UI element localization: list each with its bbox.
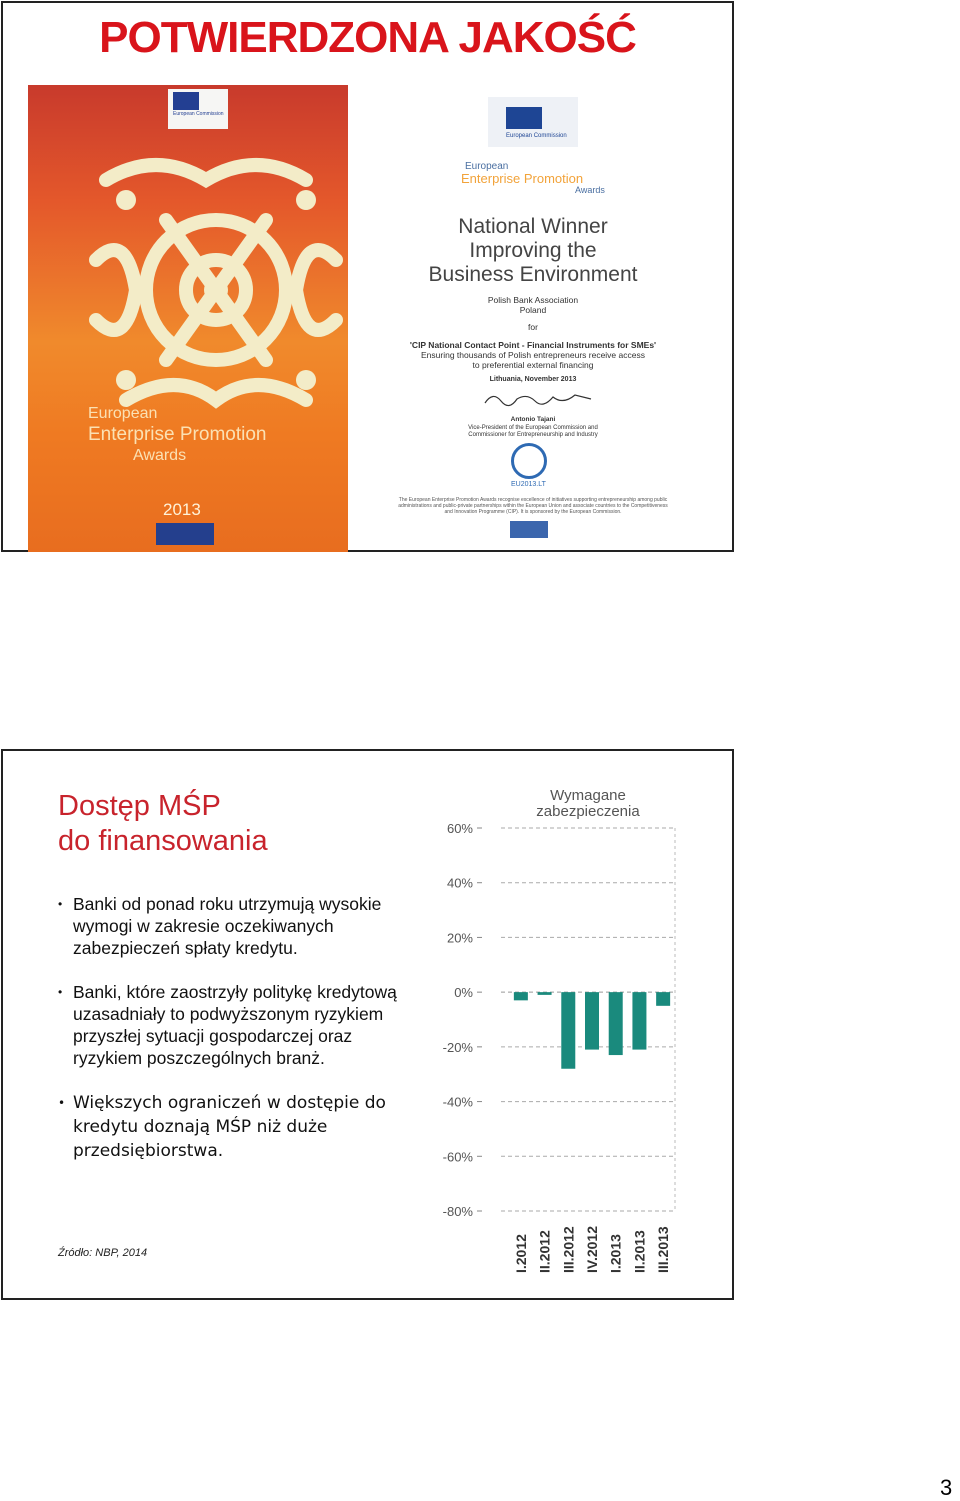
bullet-item: • Banki, które zaostrzyły politykę kredytową uzasadniały to podwyższonym ryzykiem przyszłej sytuacji gospodarczej oraz ryzykiem poszczególnych branż. (58, 981, 398, 1069)
x-tick-label: I.2012 (512, 1234, 529, 1273)
ec-logo (168, 89, 228, 129)
recipient-line2: Poland (519, 305, 547, 315)
chart-title-line2: zabezpieczenia (536, 803, 640, 820)
certificate-footer: The European Enterprise Promotion Awards recognise excellence of initiatives supporting entrepreneurship among public administrations and public-private partnerships within the European Union and associate countries to the Competitiveness and Innovation Programme (CIP). It is sponsored by the European Commission. (398, 497, 668, 515)
eu2013-label: EU2013.LT (511, 481, 546, 488)
eu-flag-icon (156, 523, 214, 545)
bar-chart (433, 781, 683, 1281)
signature-icon (483, 389, 593, 409)
signatory-name: Antonio Tajani (510, 416, 556, 423)
x-tick-label: II.2013 (631, 1230, 648, 1273)
bar (656, 992, 670, 1006)
eu-flag-icon (173, 92, 199, 110)
y-tick-label: -40% (442, 1094, 473, 1110)
x-tick-label: III.2012 (560, 1226, 577, 1273)
for-label: for (528, 322, 538, 332)
heading-line2: Improving the (469, 239, 597, 262)
brochure-year: 2013 (163, 500, 201, 519)
y-tick-label: 40% (446, 875, 473, 891)
eepa-org-line1: European (465, 161, 509, 172)
y-tick-label: -80% (442, 1204, 473, 1219)
brochure-title-line2: Enterprise Promotion (88, 424, 267, 445)
ec-logo-text: European Commission (173, 111, 224, 117)
heading-line1: National Winner (458, 215, 608, 238)
eepa-org-line3: Awards (575, 185, 605, 195)
x-tick-label: IV.2012 (584, 1226, 600, 1273)
bar (609, 992, 623, 1055)
brochure-photo (28, 85, 348, 552)
x-tick-label: III.2013 (655, 1226, 672, 1273)
page-number: 3 (940, 1475, 953, 1500)
project-line3: to preferential external financing (472, 360, 594, 370)
bar (538, 992, 552, 995)
y-tick-label: -60% (442, 1149, 473, 1165)
project-line2: Ensuring thousands of Polish entrepreneurs receive access (421, 350, 645, 360)
eu-flag-icon (510, 521, 548, 538)
place-date: Lithuania, November 2013 (489, 376, 577, 383)
bar (632, 992, 646, 1049)
bullet-item: • Banki od ponad roku utrzymują wysokie wymogi w zakresie oczekiwanych zabezpieczeń spłaty kredytu. (58, 893, 398, 959)
chart-title-line1: Wymagane (550, 787, 626, 804)
award-certificate (393, 93, 673, 543)
eu-flag-icon (506, 107, 542, 129)
bullet-list (58, 893, 398, 1185)
y-tick-label: 60% (446, 821, 473, 836)
title-line1: Dostęp MŚP (58, 790, 221, 822)
slide-title: POTWIERDZONA JAKOŚĆ (99, 13, 636, 62)
brochure-title (88, 403, 266, 466)
y-tick-label: -20% (442, 1039, 473, 1055)
ec-logo-text: European Commission (506, 133, 567, 139)
ec-logo (488, 97, 578, 147)
bar (514, 992, 528, 1000)
eepa-org-line2: Enterprise Promotion (461, 171, 584, 186)
brochure-title-line3: Awards (133, 447, 187, 464)
signatory-role1: Vice-President of the European Commission and (468, 425, 598, 431)
source-note: Źródło: NBP, 2014 (58, 1247, 148, 1259)
slide-1 (1, 1, 734, 552)
eu2013-logo-icon (511, 443, 547, 479)
brochure-title-line1: European (88, 405, 158, 422)
slide-title (58, 789, 268, 859)
bar (585, 992, 599, 1049)
ornament-lace-icon (66, 140, 348, 435)
y-tick-label: 0% (454, 985, 473, 1001)
project-line1: 'CIP National Contact Point - Financial Instruments for SMEs' (409, 340, 657, 350)
x-tick-label: II.2012 (536, 1230, 553, 1273)
title-line2: do finansowania (58, 825, 268, 857)
signatory-role2: Commissioner for Entrepreneurship and Industry (468, 432, 598, 438)
recipient-line1: Polish Bank Association (487, 295, 579, 305)
slide-2 (1, 749, 734, 1300)
heading-line3: Business Environment (428, 263, 638, 286)
bullet-item: • Większych ograniczeń w dostępie do kredytu doznają MŚP niż duże przedsiębiorstwa. (58, 1091, 398, 1163)
y-tick-label: 20% (446, 930, 473, 946)
x-tick-label: I.2013 (607, 1234, 624, 1273)
certificate-heading (393, 215, 673, 287)
bar (561, 992, 575, 1069)
